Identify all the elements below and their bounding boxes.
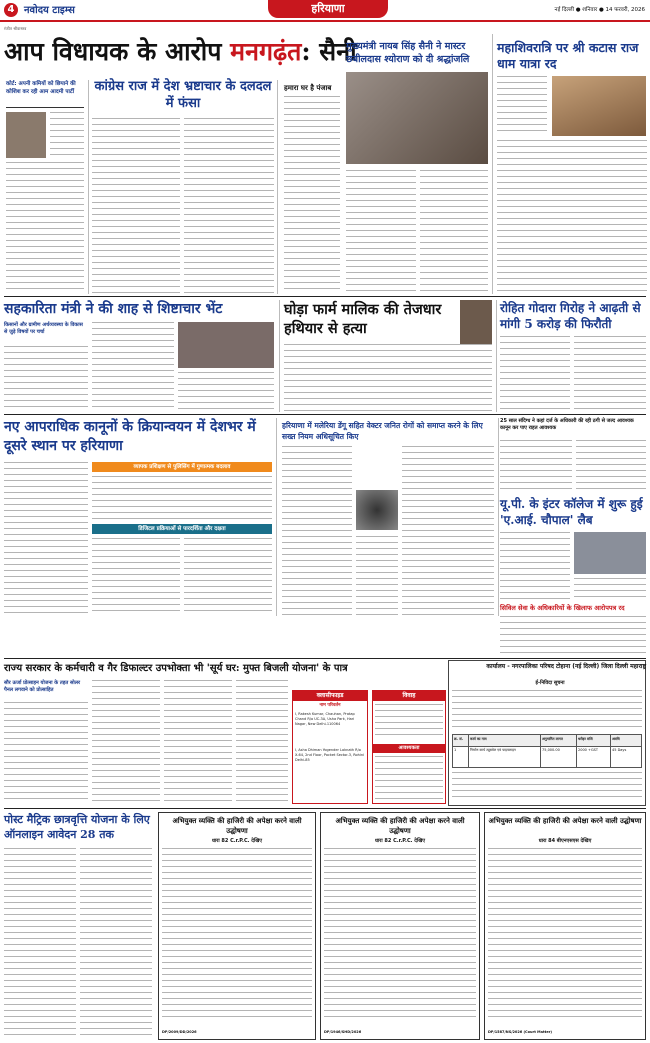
up-college-photo [574,532,646,574]
notice-3-section: धारा 84 बीएनएसएस देखिए [538,838,592,844]
sidebar-blurb-box [6,80,84,108]
horse-photo [460,300,492,344]
shivratri-headline: महाशिवरात्रि पर श्री कटास राज धाम यात्रा रद [497,40,639,71]
classified-entry-2: I, Asha Dhiman Yogender Loknath R/o X-64, 2nd Floor, Pocket Sector-3, Rohini Delhi-85 [295,748,365,762]
page-number: 4 [4,3,18,17]
td-emd: 2000 +GST [577,747,611,767]
lead-title: आप विधायक के आरोप [4,37,231,66]
th-period: अवधि [612,737,620,741]
notice-2-dp: DP/1946/SHD/2026 [324,1030,362,1034]
td-cost: 75,000.00 [541,747,577,767]
lead-title-end: : सैनी [301,37,357,66]
sahkarita-headline: सहकारिता मंत्री ने की शाह से शिष्टाचार भेंट [4,301,223,317]
dengue-headline: हरियाणा में मलेरिया डेंगू सहित वेक्टर जनित रोगों को समाप्त करने के लिए सख्त नियम अधिसूचित किए [282,421,483,441]
masthead [0,0,650,22]
rohit-headline: रोहित गोदारा गिरोह ने आढ़ती से मांगी 5 करोड़ की फिरौती [500,301,641,331]
laws-headline: नए आपराधिक कानूनों के क्रियान्वयन में देशभर में दूसरे स्थान पर हरियाणा [4,419,256,454]
sidebar-photo [6,112,46,158]
td-work: निर्माण कार्य ट्यूबवेल एवं पाइपलाइन [469,747,541,767]
notice-2-title: अभियुक्त व्यक्ति की हाजिरी की अपेक्षा करने वाली उद्घोषणा [335,817,465,835]
punjab-subtitle: हमारा घर है पंजाब [284,84,332,92]
notice-3-title: अभियुक्त व्यक्ति की हाजिरी की अपेक्षा करने वाली उद्घोषणा [488,817,642,825]
wrestler-kicker: 25 साल संदिग्ध ने कहां दर्ज के अधिकारी की रही ठगी से जल्द आवश्यक कानून कर पाए राहत आवश्यक [500,418,634,431]
th-emd: धरोहर राशि [577,735,611,746]
up-college-headline: यू.पी. के इंटर कॉलेज में शुरू हुई 'ए.आई. चौपाल' लैब [500,497,643,527]
scholarship-headline: पोस्ट मैट्रिक छात्रवृत्ति योजना के लिए ऑनलाइन आवेदन 28 तक [4,813,150,841]
strike-headline: सिविल सेवा के अधिकारियों के खिलाफ आरोपपत्र रद [500,604,625,612]
solar-headline: राज्य सरकार के कर्मचारी व गैर डिफाल्टर उपभोक्ता भी 'सूर्य घर: मुफ्त बिजली योजना' के पात्र [4,663,348,674]
laws-band-1: व्यापक प्रशिक्षण से पुलिसिंग में गुणात्मक बदलाव [92,462,272,472]
paper-name: नवोदय टाइम्स [24,5,75,16]
laws-band-2: डिजिटल प्रक्रियाओं से पारदर्शिता और दक्षता [92,524,272,534]
td-period: 45 Days [612,748,627,752]
th-cost: अनुमानित लागत [541,735,577,746]
tender-table [452,734,642,768]
mosquito-photo [356,490,398,530]
classified-entry-1: I, Rakesh Kumar, Chauhan, Pratap Chand R/o UC-3A, Usha Park, Hari Nagar, New Delhi-110064 [295,712,355,726]
classified-section: नाम परिवर्तन [319,703,341,708]
classified-title: क्लासीफाइड [292,690,368,701]
classified2-title: विवाह [372,690,446,701]
sahkarita-photo [178,322,274,368]
th-sno: क्र. सं. [453,735,469,746]
notice-1-title: अभियुक्त व्यक्ति की हाजिरी की अपेक्षा करने वाली उद्घोषणा [172,817,302,835]
horse-headline: घोड़ा फार्म मालिक की तेजधार हथियार से हत्या [284,301,442,337]
tender-subtitle: ई-निविदा सूचना [535,680,565,686]
congress-headline: कांग्रेस राज में देश भ्रष्टाचार के दलदल में फंसा [94,79,272,111]
lead-headline [4,34,357,74]
solar-kicker: सौर ऊर्जा प्रोत्साहन योजना के तहत सोलर पैनल लगवाने को प्रोत्साहित [4,680,81,693]
td-sno: 1 [453,747,469,767]
notice-3-dp: DP/1587/NS/2026 (Court Matter) [488,1030,553,1034]
shivratri-photo [552,76,646,136]
sidebar-text-b [6,162,84,294]
lead-kicker: रंजीत श्रीवास्तव [4,26,27,31]
th-work: कार्य का नाम [469,735,541,746]
notice-1-section: धारा 82 C.r.P.C. देखिए [211,838,263,844]
sidebar-text-a [50,112,84,158]
tribute-headline: मुख्यमंत्री नायब सिंह सैनी ने मास्टर छबीलदास श्योराण को दी श्रद्धांजलि [346,41,470,65]
notice-1-dp: DP/2009/DD/2026 [162,1030,197,1034]
sidebar-blurb: कोर्ट: अपनी कमियों को छिपाने की कोशिश कर रही आम आदमी पार्टी [6,81,76,95]
tribute-photo [346,72,488,164]
section-title: हरियाणा [311,2,345,15]
date-line: नई दिल्ली ● शनिवार ● 14 फरवरी, 2026 [554,7,645,13]
tender-title: कार्यालय - नगरपालिका परिषद टोहाना (नई दिल्ली) जिला दिल्ली महाराष्ट्र [486,663,646,670]
notice-2-section: धारा 82 C.r.P.C. देखिए [374,838,426,844]
lead-title-red: मनगढ़ंत [230,37,302,66]
classified2-sub: आवश्यकता [372,744,446,753]
sahkarita-kicker: किसानों और ग्रामीण अर्थव्यवस्था के विकास से जुड़े विषयों पर चर्चा [4,322,83,335]
